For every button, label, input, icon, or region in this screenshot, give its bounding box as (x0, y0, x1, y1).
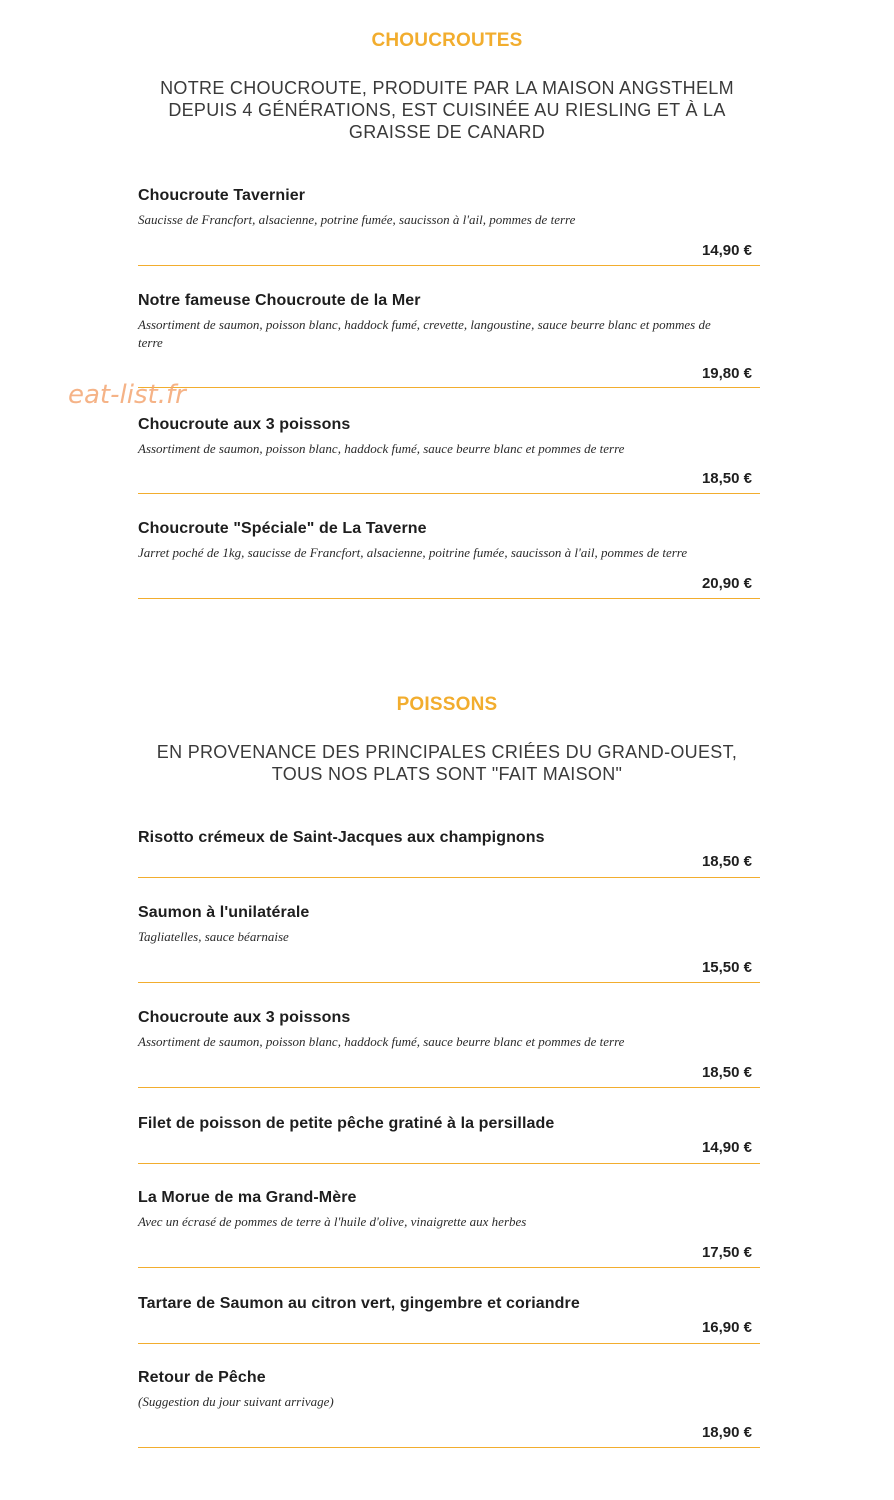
dish-price: 18,90 € (701, 1424, 752, 1441)
dish-name: Notre fameuse Choucroute de la Mer (138, 292, 421, 309)
dish-name: Retour de Pêche (138, 1369, 266, 1386)
menu-item (138, 291, 760, 388)
section-intro-poissons (0, 741, 894, 785)
dish-price: 18,50 € (701, 470, 752, 487)
intro-line: NOTRE CHOUCROUTE, PRODUITE PAR LA MAISON ANGSTHELM (160, 78, 734, 98)
menu-item (138, 1188, 760, 1268)
section-title-poissons: POISSONS (396, 694, 498, 715)
dish-name: Choucroute aux 3 poissons (138, 1009, 351, 1026)
menu-item (138, 1368, 760, 1448)
dish-name: Choucroute Tavernier (138, 187, 306, 204)
menu-item (138, 903, 760, 983)
dish-name: Filet de poisson de petite pêche gratiné à la persillade (138, 1115, 555, 1132)
intro-line: DEPUIS 4 GÉNÉRATIONS, EST CUISINÉE AU RIESLING ET À LA (168, 100, 726, 120)
dish-name: Choucroute aux 3 poissons (138, 416, 351, 433)
dish-name: La Morue de ma Grand-Mère (138, 1189, 357, 1206)
section-intro-choucroutes (0, 77, 894, 143)
dish-price: 14,90 € (701, 242, 752, 259)
dish-price: 20,90 € (701, 575, 752, 592)
dish-description: (Suggestion du jour suivant arrivage) (138, 1394, 334, 1409)
menu-item (138, 415, 760, 494)
dish-name: Tartare de Saumon au citron vert, gingembre et coriandre (138, 1295, 580, 1312)
dish-price: 17,50 € (701, 1244, 752, 1261)
menu-item (138, 1294, 760, 1344)
dish-price: 14,90 € (701, 1139, 752, 1156)
menu-item (138, 828, 760, 878)
dish-name: Saumon à l'unilatérale (138, 904, 310, 921)
dish-price: 15,50 € (701, 959, 752, 976)
dish-description: Saucisse de Francfort, alsacienne, potrine fumée, saucisson à l'ail, pommes de terre (138, 212, 576, 227)
dish-description: Assortiment de saumon, poisson blanc, haddock fumé, crevette, langoustine, sauce beurre blanc et pommes de terre (138, 317, 711, 350)
dish-description: Avec un écrasé de pommes de terre à l'huile d'olive, vinaigrette aux herbes (138, 1214, 527, 1229)
dish-description: Assortiment de saumon, poisson blanc, haddock fumé, sauce beurre blanc et pommes de terre (138, 1034, 625, 1049)
menu-item (138, 1008, 760, 1088)
dish-description: Tagliatelles, sauce béarnaise (138, 929, 289, 944)
dish-price: 18,50 € (701, 853, 752, 870)
watermark-text: eat-list.fr (68, 380, 186, 410)
section-title-choucroutes: CHOUCROUTES (371, 30, 523, 51)
dish-price: 16,90 € (701, 1319, 752, 1336)
dish-price: 19,80 € (701, 365, 752, 382)
intro-line: EN PROVENANCE DES PRINCIPALES CRIÉES DU GRAND-OUEST, (156, 742, 738, 762)
dish-price: 18,50 € (701, 1064, 752, 1081)
dish-name: Choucroute "Spéciale" de La Taverne (138, 520, 427, 537)
intro-line: GRAISSE DE CANARD (348, 122, 546, 142)
dish-description: Jarret poché de 1kg, saucisse de Francfort, alsacienne, poitrine fumée, saucisson à l'ail, pommes de terre (138, 545, 688, 560)
menu-item (138, 186, 760, 266)
menu-item (138, 519, 760, 599)
intro-line: TOUS NOS PLATS SONT "FAIT MAISON" (271, 764, 623, 784)
dish-description: Assortiment de saumon, poisson blanc, haddock fumé, sauce beurre blanc et pommes de terre (138, 441, 625, 456)
menu-item (138, 1114, 760, 1164)
dish-name: Risotto crémeux de Saint-Jacques aux champignons (138, 829, 545, 846)
